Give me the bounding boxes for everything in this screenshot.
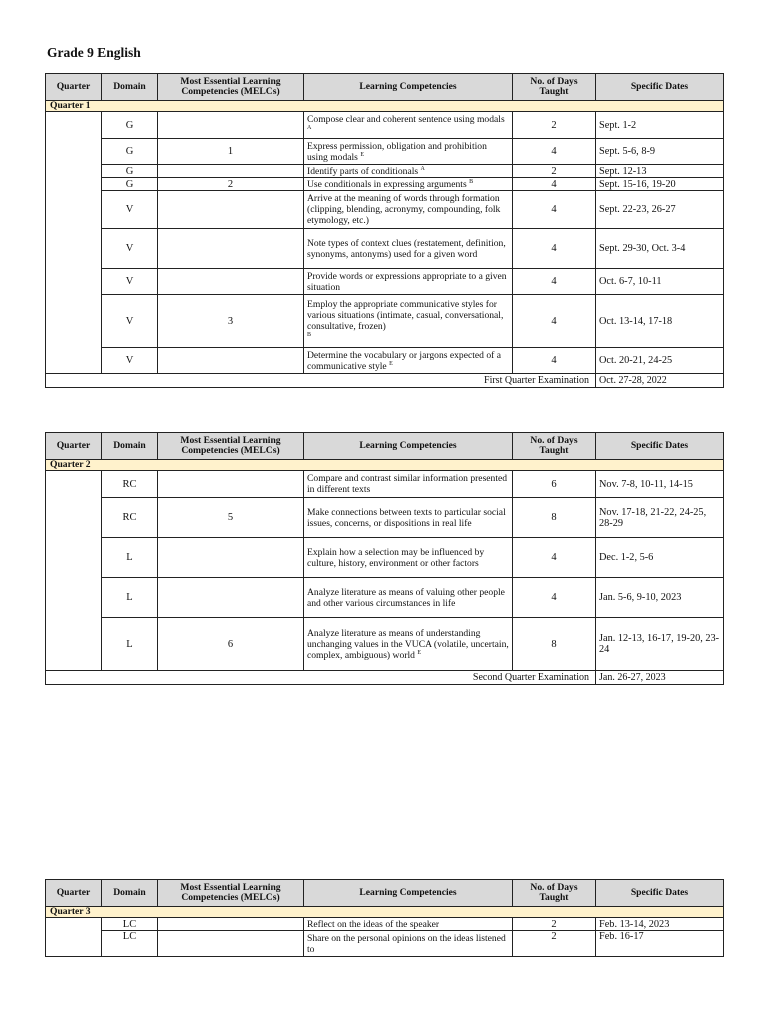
header-dates: Specific Dates [596,880,724,907]
page-title: Grade 9 English [47,45,141,60]
quarter-label: Quarter 2 [46,460,724,471]
days-cell: 2 [513,931,596,957]
dates-cell: Sept. 1-2 [596,112,724,139]
table-header-row [46,433,724,460]
header-competencies: Learning Competencies [304,880,513,907]
header-quarter: Quarter [46,880,102,907]
days-cell: 4 [513,229,596,269]
dates-cell: Oct. 13-14, 17-18 [596,295,724,348]
melc-cell: 3 [158,295,304,348]
dates-cell: Oct. 6-7, 10-11 [596,269,724,295]
table-row [46,618,724,671]
melc-cell [158,191,304,229]
competency-cell: Explain how a selection may be influenced by culture, history, environment or other factors [304,538,513,578]
days-cell: 8 [513,618,596,671]
competency-cell: Use conditionals in expressing arguments $^B$ [304,178,513,191]
dates-cell: Dec. 1-2, 5-6 [596,538,724,578]
dates-cell: Jan. 12-13, 16-17, 19-20, 23-24 [596,618,724,671]
dates-cell: Feb. 16-17 [596,931,724,957]
days-cell: 4 [513,178,596,191]
competency-cell: Employ the appropriate communicative styles for various situations (intimate, casual, conversational, consultative, frozen) $^B$ [304,295,513,348]
quarter-2-table [45,432,724,685]
domain-cell: V [102,348,158,374]
dates-cell: Feb. 13-14, 2023 [596,918,724,931]
table-row [46,139,724,165]
domain-cell: RC [102,471,158,498]
table-row [46,191,724,229]
table-row [46,471,724,498]
competency-cell: Analyze literature as means of valuing other people and other various circumstances in life [304,578,513,618]
exam-dates: Oct. 27-28, 2022 [596,374,724,388]
competency-cell: Note types of context clues (restatement, definition, synonyms, antonyms) used for a given word [304,229,513,269]
dates-cell: Sept. 29-30, Oct. 3-4 [596,229,724,269]
dates-cell: Sept. 15-16, 19-20 [596,178,724,191]
domain-cell: LC [102,931,158,957]
days-cell: 2 [513,165,596,178]
melc-cell: 5 [158,498,304,538]
table-row [46,931,724,957]
melc-cell [158,538,304,578]
quarter-3-table [45,879,724,957]
table-row [46,918,724,931]
domain-cell: L [102,578,158,618]
melc-cell [158,269,304,295]
quarter-label: Quarter 3 [46,907,724,918]
table-header-row [46,880,724,907]
exam-row [46,374,724,388]
competency-cell: Compare and contrast similar information presented in different texts [304,471,513,498]
table-row [46,269,724,295]
domain-cell: L [102,538,158,578]
table-row [46,348,724,374]
domain-cell: V [102,269,158,295]
exam-label: First Quarter Examination [46,374,596,388]
melc-cell: 6 [158,618,304,671]
table-row [46,229,724,269]
header-competencies: Learning Competencies [304,74,513,101]
melc-cell: 1 [158,139,304,165]
competency-cell: Make connections between texts to particular social issues, concerns, or dispositions in real life [304,498,513,538]
competency-cell: Provide words or expressions appropriate to a given situation [304,269,513,295]
days-cell: 4 [513,578,596,618]
days-cell: 4 [513,269,596,295]
melc-cell [158,578,304,618]
domain-cell: LC [102,918,158,931]
melc-cell [158,348,304,374]
competency-cell: Identify parts of conditionals $^A$ [304,165,513,178]
melc-cell [158,931,304,957]
days-cell: 4 [513,191,596,229]
competency-cell: Arrive at the meaning of words through formation (clipping, blending, acronymy, compounding, folk etymology, etc.) [304,191,513,229]
days-cell: 8 [513,498,596,538]
header-dates: Specific Dates [596,74,724,101]
competency-cell: Analyze literature as means of understanding unchanging values in the VUCA (volatile, uncertain, complex, ambiguous) world $^E$ [304,618,513,671]
melc-cell [158,918,304,931]
domain-cell: V [102,229,158,269]
domain-cell: G [102,178,158,191]
header-dates: Specific Dates [596,433,724,460]
table-row [46,538,724,578]
header-melcs: Most Essential Learning Competencies (MELCs) [158,880,304,907]
domain-cell: V [102,295,158,348]
table-row [46,498,724,538]
table-row [46,112,724,139]
quarter-1-table [45,73,724,388]
header-days: No. of Days Taught [513,880,596,907]
domain-cell: L [102,618,158,671]
days-cell: 6 [513,471,596,498]
dates-cell: Sept. 12-13 [596,165,724,178]
melc-cell [158,471,304,498]
competency-cell: Share on the personal opinions on the ideas listened to [304,931,513,957]
competency-cell: Determine the vocabulary or jargons expected of a communicative style $^E$ [304,348,513,374]
dates-cell: Sept. 22-23, 26-27 [596,191,724,229]
dates-cell: Oct. 20-21, 24-25 [596,348,724,374]
header-melcs: Most Essential Learning Competencies (MELCs) [158,433,304,460]
days-cell: 4 [513,538,596,578]
dates-cell: Jan. 5-6, 9-10, 2023 [596,578,724,618]
header-quarter: Quarter [46,433,102,460]
days-cell: 2 [513,918,596,931]
quarter-cell-empty [46,918,102,957]
header-domain: Domain [102,74,158,101]
domain-cell: G [102,139,158,165]
days-cell: 4 [513,139,596,165]
domain-cell: V [102,191,158,229]
domain-cell: RC [102,498,158,538]
quarter-cell-empty [46,112,102,374]
dates-cell: Nov. 7-8, 10-11, 14-15 [596,471,724,498]
header-quarter: Quarter [46,74,102,101]
exam-row [46,671,724,685]
competency-cell: Compose clear and coherent sentence using modals $^A$ [304,112,513,139]
table-row [46,578,724,618]
domain-cell: G [102,165,158,178]
header-days: No. of Days Taught [513,433,596,460]
competency-cell: Express permission, obligation and prohibition using modals $^E$ [304,139,513,165]
exam-dates: Jan. 26-27, 2023 [596,671,724,685]
domain-cell: G [102,112,158,139]
quarter-cell-empty [46,471,102,671]
exam-label: Second Quarter Examination [46,671,596,685]
days-cell: 4 [513,348,596,374]
quarter-label: Quarter 1 [46,101,724,112]
dates-cell: Sept. 5-6, 8-9 [596,139,724,165]
melc-cell: 2 [158,178,304,191]
header-melcs: Most Essential Learning Competencies (MELCs) [158,74,304,101]
melc-cell [158,165,304,178]
melc-cell [158,229,304,269]
competency-cell: Reflect on the ideas of the speaker [304,918,513,931]
table-row [46,178,724,191]
table-header-row [46,74,724,101]
days-cell: 2 [513,112,596,139]
dates-cell: Nov. 17-18, 21-22, 24-25, 28-29 [596,498,724,538]
days-cell: 4 [513,295,596,348]
header-days: No. of Days Taught [513,74,596,101]
header-domain: Domain [102,433,158,460]
header-domain: Domain [102,880,158,907]
header-competencies: Learning Competencies [304,433,513,460]
melc-cell [158,112,304,139]
table-row [46,295,724,348]
table-row [46,165,724,178]
